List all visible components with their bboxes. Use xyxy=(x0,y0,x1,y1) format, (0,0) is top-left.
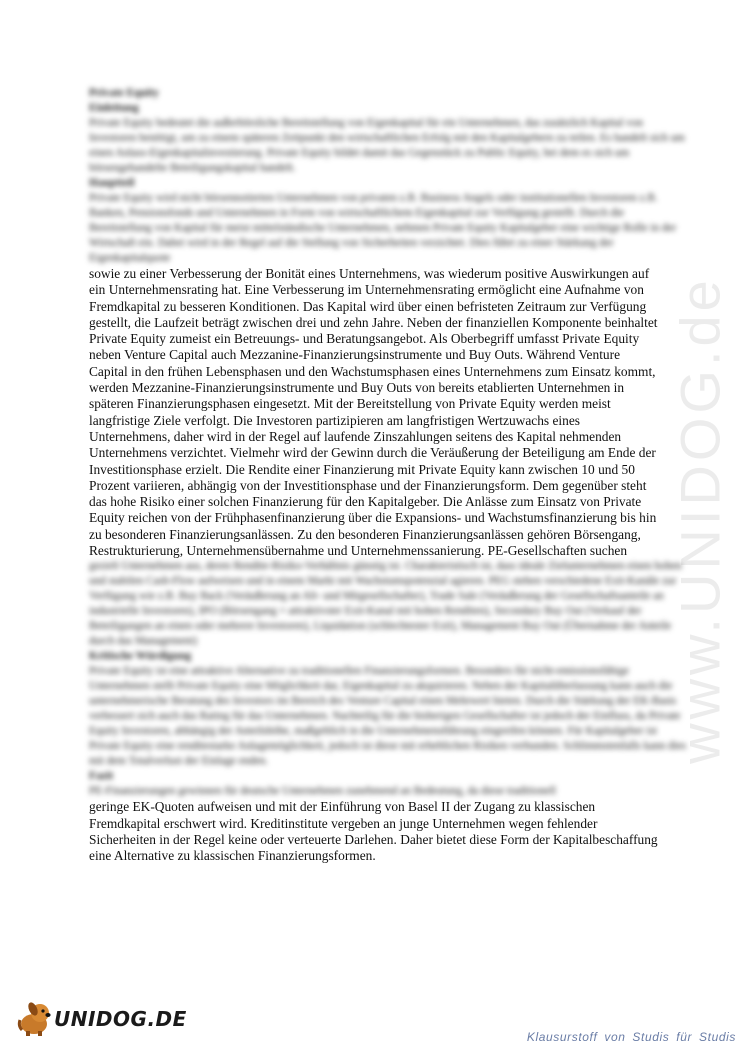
dog-icon xyxy=(14,1000,54,1038)
blurred-heading: Kritische Würdigung xyxy=(89,650,192,663)
body-text-line: Fremdkapital zu besseren Konditionen. Das Kapital wird über einen befristeten Zeitraum zur Verfügung xyxy=(89,298,647,314)
body-text-line: werden Mezzanine-Finanzierungsinstrumente und Buy Outs von bereits etablierten Unternehmen in xyxy=(89,380,625,396)
blurred-paragraph: Private Equity bedeutet die außerbörsliche Bereitstellung von Eigenkapital für ein Unternehmen, das zusätzlich Kapital von Investoren benötigt, um zu einem späteren Zeitpunkt den wirtschaftlichen Erfolg mit den Kapitalgebern zu teilen. Es handelt sich um einen Anlass-Eigenkapitalinvestierung. Private Equity bildet damit das Gegenstück zu Public Equity, bei dem es sich um börsengehandelte Beteiligungskapital handelt. xyxy=(89,117,685,174)
body-text-line: zu besonderen Finanzierungsanlässen. Zu den besonderen Finanzierungsanlässen gehören Börsengang, xyxy=(89,526,641,542)
body-text-line: Unternehmens, daher wird in der Regel auf laufende Zinszahlungen seitens des Kapital nehmenden xyxy=(89,428,622,444)
body-text-line: Unternehmens verzichtet. Vielmehr wird der Gewinn durch die Veräußerung der Beteiligung am Ende der xyxy=(89,445,656,461)
body-text-line: Investitionsphase erzielt. Die Rendite einer Finanzierung mit Private Equity kann zwischen 10 und 50 xyxy=(89,461,635,477)
blurred-section-top xyxy=(89,86,687,266)
body-text-line: gestellt, die Laufzeit beträgt zwischen drei und zehn Jahre. Neben der finanziellen Komponente beinhaltet xyxy=(89,314,658,330)
blurred-heading: Fazit xyxy=(89,770,114,783)
visible-text-main xyxy=(89,266,687,559)
body-text-line: Private Equity zumeist ein Betreuungs- und Beratungsangebot. Als Oberbegriff umfasst Private Equity xyxy=(89,331,640,347)
blurred-heading: Einleitung xyxy=(89,102,139,114)
body-text-line: späteren Finanzierungsphasen eingesetzt. Mit der Bereitstellung von Private Equity werden meist xyxy=(89,396,611,412)
body-text-line: Capital in den frühen Lebensphasen und den Wachstumsphasen eines Unternehmens zum Einsatz kommt, xyxy=(89,363,656,379)
logo-text: UNIDOG.DE xyxy=(54,1007,187,1031)
blurred-heading: Hauptteil xyxy=(89,177,135,189)
body-text-line: das hohe Risiko einer solchen Finanzierung für den Kapitalgeber. Die Anlässe zum Einsatz von Private xyxy=(89,494,642,510)
body-text-line: sowie zu einer Verbesserung der Bonität eines Unternehmens, was wiederum positive Auswirkungen auf xyxy=(89,266,650,281)
document-body xyxy=(89,86,687,865)
visible-text-bottom xyxy=(89,799,687,864)
unidog-logo[interactable] xyxy=(14,1000,187,1040)
blurred-heading: Private Equity xyxy=(89,87,159,99)
body-text-line: Prozent variieren, abhängig von der Investitionsphase und der Finanzierungsform. Dem gegenüber steht xyxy=(89,477,647,493)
conclusion-text-line: Fremdkapital erschwert wird. Kreditinstitute vergeben an junge Unternehmen wegen fehlender xyxy=(89,815,598,831)
blurred-section-middle xyxy=(89,559,687,799)
blurred-paragraph: PE-Finanzierungen gewinnen für deutsche Unternehmen zunehmend an Bedeutung, da diese traditionell xyxy=(89,785,556,798)
watermark-text: www.UNIDOG.de xyxy=(668,276,732,764)
footer-tagline: Klausurstoff von Studis für Studis xyxy=(526,1030,736,1044)
blurred-paragraph: Private Equity wird nicht börsennotierten Unternehmen von privaten z.B. Business Angels oder institutionellen Investoren z.B. Banken, Pensionsfonds und Unternehmen in Form von wirtschaftlichem Eigenkapital zur Verfügung gestellt. Durch die Bereitstellung von Kapital für meist mittelständische Unternehmen, nehmen Private Equity Kapitalgeber eine wichtige Rolle in der Wirtschaft ein. Dabei wird in der Regel auf die Stellung von Sicherheiten verzichtet. Dies führt zu einer Stärkung der Eigenkapitalquote xyxy=(89,192,677,264)
body-text-line: langfristige Ziele verfolgt. Die Investoren partizipieren am langfristigen Wertzuwachs eines xyxy=(89,412,580,428)
conclusion-text-line: Sicherheiten in der Regel keine oder verteuerte Darlehen. Daher bietet diese Form der Kapitalbeschaffung xyxy=(89,831,658,847)
body-text-line: neben Venture Capital auch Mezzanine-Finanzierungsinstrumente und Buy Outs. Während Venture xyxy=(89,347,621,363)
blurred-paragraph: gezielt Unternehmen aus, deren Rendite-Risiko-Verhältnis günstig ist. Charakteristisch ist, dass ideale Zielunternehmen einen hohen und stabilen Cash-Flow aufweisen und in einem Markt mit Wachstumspotenzial agieren. PEG stehen verschiedene Exit-Kanäle zur Verfügung wie z.B. Buy Back (Veräußerung an Alt- und Mitgesellschafter), Trade Sale (Veräußerung der Gesellschaftsanteile an industrielle Investoren), IPO (Börsengang = attraktivster Exit-Kanal mit hohen Renditen), Secondary Buy Out (Verkauf der Beteiligungen an einen oder mehrere Investoren), Liquidation (schlechtester Exit), Management Buy Out (Übernahme der Anteile durch das Management) xyxy=(89,560,682,648)
body-text-line: ein Unternehmensrating hat. Eine Verbesserung im Unternehmensrating ermöglicht eine Aufnahme von xyxy=(89,282,644,298)
body-text-line: Restrukturierung, Unternehmensübernahme und Unternehmenssanierung. PE-Gesellschaften suchen xyxy=(89,543,628,559)
conclusion-text-line: geringe EK-Quoten aufweisen und mit der Einführung von Basel II der Zugang zu klassischen xyxy=(89,799,596,815)
blurred-paragraph: Private Equity ist eine attraktive Alternative zu traditionellen Finanzierungsformen. Besonders für nicht-emissionsfähige Unternehmen stellt Private Equity eine Möglichkeit dar, Eigenkapital zu akquirieren. Neben der Kapitalüberlassung kann auch die unternehmerische Beratung des Investors im Bereich des Venture Capital einen Mehrwert bieten. Durch die Stärkung der EK-Basis verbessert sich auch das Rating für das Unternehmen. Nachteilig für die bisherigen Gesellschafter ist jedoch der Einfluss, da Private Equity Investoren, abhängig der Anteilshöhe, maßgeblich in die Unternehmensführung eingreifen können. Für Kapitalgeber ist Private Equity eine renditestarke Anlagemöglichkeit, jedoch ist diese mit erheblichen Risiken verbunden. Schlimmstenfalls kann dies mit dem Totalverlust der Einlage enden. xyxy=(89,665,687,768)
body-text-line: Equity reichen von der Frühphasenfinanzierung über die Expansions- und Wachstumsfinanzierung bis hin xyxy=(89,510,657,526)
conclusion-text-line: eine Alternative zu klassischen Finanzierungsformen. xyxy=(89,848,376,864)
